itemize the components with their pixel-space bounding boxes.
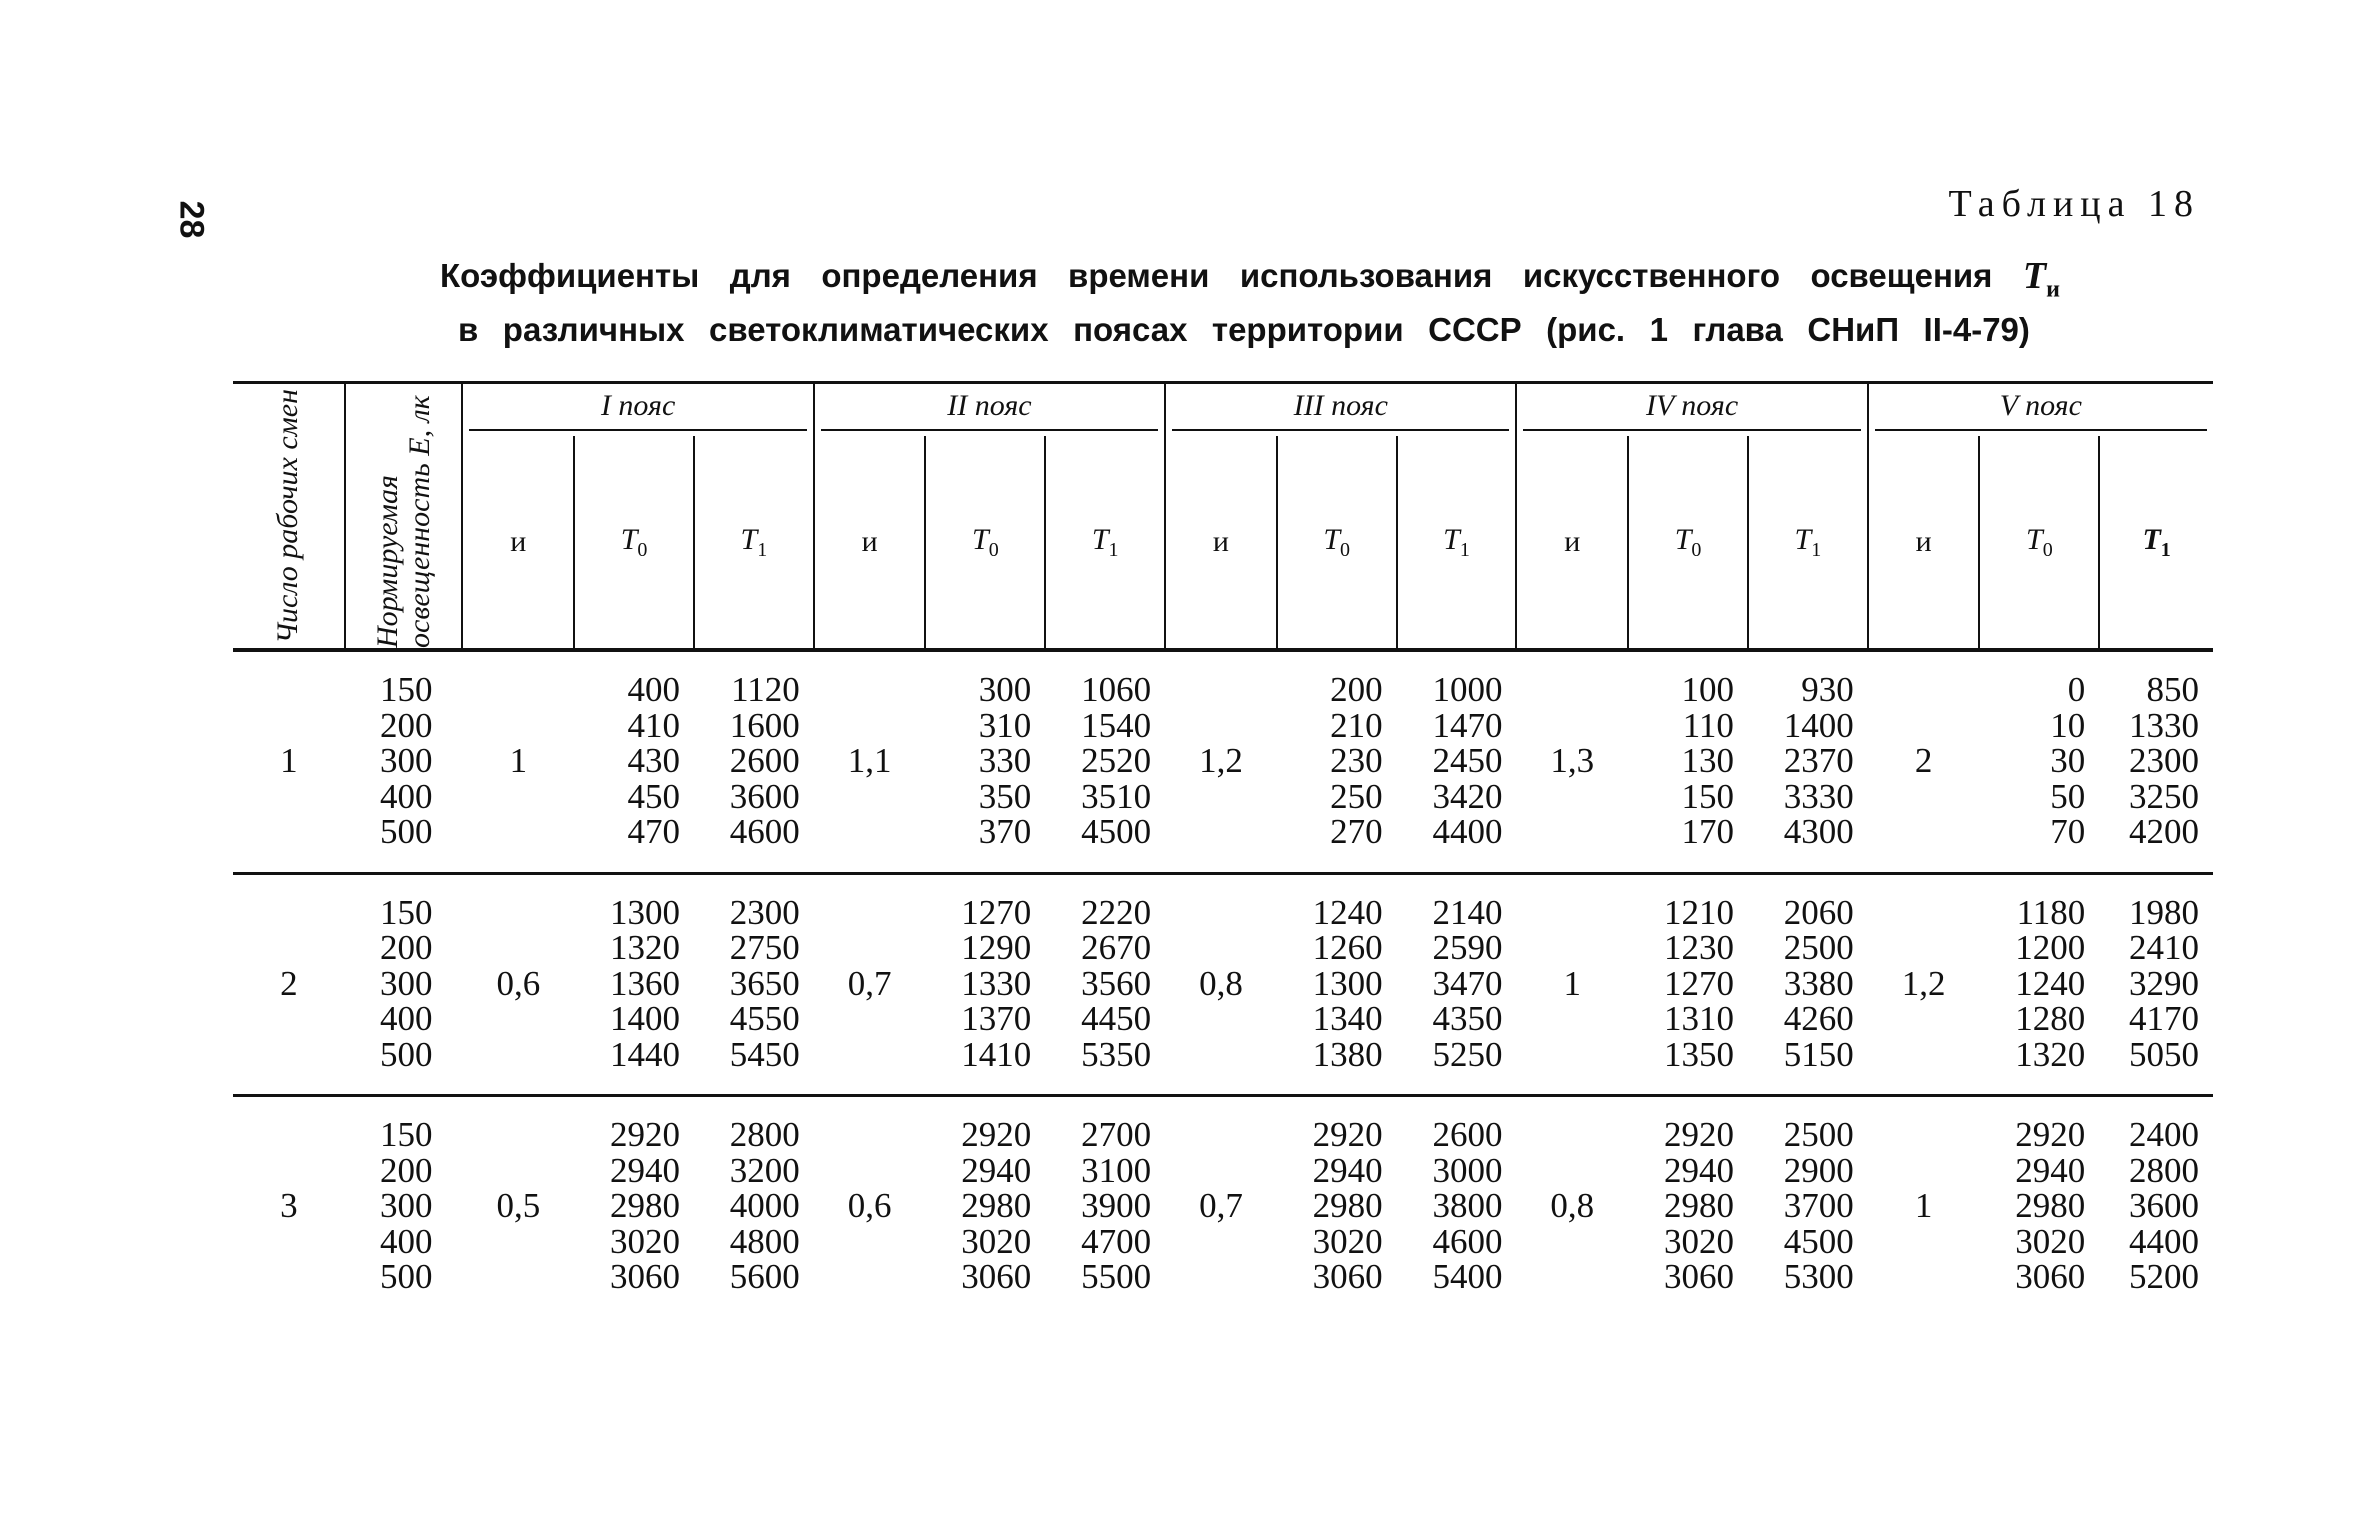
- table-cell-value: 1270: [1663, 963, 1734, 1003]
- table-cell-value: 2800: [2129, 1150, 2199, 1190]
- table-cell-value: 2920: [2015, 1115, 2086, 1154]
- table-cell-value: 2920: [1663, 1115, 1734, 1154]
- table-cell-value: 3250: [2129, 776, 2199, 816]
- coefficient-i-cell: 1: [509, 741, 528, 780]
- table-row: [233, 650, 2213, 873]
- table-cell-value: 1360: [609, 963, 680, 1003]
- table-cell-value: 1000: [1432, 670, 1503, 709]
- value-stack: [694, 1096, 814, 1317]
- column-header-letter: T: [620, 522, 638, 556]
- column-header-t1: [1045, 436, 1165, 650]
- table-label: Таблица 18: [1948, 183, 2200, 225]
- shifts-cell: 1: [280, 741, 298, 780]
- table-cell-value: 4450: [1081, 999, 1152, 1038]
- table-cell-value: 4700: [1081, 1221, 1152, 1261]
- table-cell-value: 400: [627, 670, 680, 709]
- value-stack: [1628, 650, 1748, 873]
- column-header-subscript: 0: [637, 538, 648, 561]
- table-cell-value: 170: [1681, 812, 1734, 851]
- coefficient-i-cell: 1,2: [1868, 873, 1980, 1096]
- zone-header-label: II пояс: [821, 389, 1158, 431]
- value-stack: [1045, 1096, 1165, 1317]
- table-cell-value: 0: [2067, 670, 2086, 709]
- table-cell-value: 4500: [1783, 1221, 1854, 1261]
- table-cell-value: 1340: [1312, 999, 1383, 1038]
- table-cell-value: 4600: [1432, 1221, 1503, 1261]
- table-cell-value: 3510: [1081, 776, 1152, 816]
- zone-header-label: V пояс: [1875, 389, 2207, 431]
- value-stack: [1748, 1096, 1868, 1317]
- table-cell-value: 1320: [2015, 1034, 2086, 1074]
- coefficient-i-cell: 0,5: [462, 1096, 574, 1317]
- column-header-letter: T: [2026, 522, 2043, 556]
- table-row: [233, 1096, 2213, 1317]
- value-stack: [1397, 1096, 1517, 1317]
- table-cell-value: 3900: [1081, 1186, 1152, 1225]
- table-cell-value: 5150: [1783, 1034, 1854, 1074]
- coefficient-i-cell: 1,2: [1199, 741, 1243, 780]
- caption-word: определения: [821, 257, 1038, 294]
- table-cell-value: 2980: [961, 1186, 1032, 1225]
- table-cell-value: 2140: [1432, 892, 1503, 932]
- table-cell-value: 500: [379, 812, 433, 851]
- table-cell-value: 5450: [729, 1034, 800, 1074]
- table-cell-value: 2980: [2015, 1186, 2086, 1225]
- table-cell-value: 2600: [729, 741, 800, 780]
- table-cell-value: 2920: [1312, 1115, 1383, 1154]
- table-cell-value: 3700: [1783, 1186, 1854, 1225]
- caption-word: территории: [1211, 310, 1404, 348]
- value-stack: [1748, 650, 1868, 873]
- caption-word: глава: [1692, 310, 1783, 348]
- table-cell-value: 1300: [609, 892, 680, 932]
- table-cell-value: 3020: [1312, 1221, 1383, 1261]
- value-stack: [1979, 1096, 2099, 1317]
- table-row: [233, 873, 2213, 1096]
- table-cell-value: 270: [1330, 812, 1383, 851]
- table-cell-value: 1060: [1081, 670, 1152, 709]
- table-cell-value: 400: [379, 999, 433, 1038]
- table-cell-value: 10: [2050, 705, 2086, 745]
- table-cell-value: 1540: [1081, 705, 1152, 745]
- table-cell-value: 1280: [2015, 999, 2086, 1038]
- value-stack: [1628, 1096, 1748, 1317]
- table-cell-value: 3800: [1432, 1186, 1503, 1225]
- column-header-t0: [925, 436, 1045, 650]
- table-cell-value: 2940: [609, 1150, 680, 1190]
- table-cell-value: 2670: [1081, 928, 1152, 967]
- caption-word: Коэффициенты: [440, 257, 700, 294]
- table-cell-value: 350: [978, 776, 1032, 816]
- table-cell-value: 3060: [1312, 1257, 1383, 1296]
- table-cell-value: 70: [2050, 812, 2086, 851]
- table-cell-value: 150: [379, 670, 433, 709]
- table-cell-value: 1260: [1312, 928, 1383, 967]
- shifts-header: [233, 383, 345, 651]
- table-cell-value: 1270: [961, 892, 1032, 932]
- value-stack: [1397, 650, 1517, 873]
- table-caption: [440, 256, 2060, 350]
- value-stack: [1277, 873, 1397, 1096]
- table-cell-value: 50: [2050, 776, 2086, 816]
- table-cell-value: 4800: [729, 1221, 800, 1261]
- table-cell-value: 3380: [1783, 963, 1854, 1003]
- column-header-t0: [1277, 436, 1397, 650]
- table-cell-value: 1400: [1783, 705, 1854, 745]
- column-header-letter: T: [1443, 522, 1460, 556]
- value-stack: [1979, 650, 2099, 873]
- table-cell-value: 300: [978, 670, 1032, 709]
- table-cell-value: 2920: [609, 1115, 680, 1154]
- caption-word: (рис.: [1546, 310, 1626, 348]
- table-cell-value: 3600: [729, 776, 800, 816]
- table-cell-value: 200: [1330, 670, 1383, 709]
- coefficient-i-cell: 0,7: [814, 873, 926, 1096]
- table-cell-value: 2750: [729, 928, 800, 967]
- table-cell-value: 5400: [1432, 1257, 1503, 1296]
- shifts-cell: 3: [233, 1096, 345, 1317]
- column-header-i: и: [1165, 436, 1277, 650]
- value-stack: [574, 873, 694, 1096]
- table-cell-value: 5500: [1081, 1257, 1152, 1296]
- table-cell-value: 30: [2050, 741, 2086, 780]
- column-header-t1: [1748, 436, 1868, 650]
- table-cell-value: 3290: [2129, 963, 2199, 1003]
- table-cell-value: 1300: [1312, 963, 1383, 1003]
- caption-word: искусственного: [1522, 257, 1781, 294]
- caption-word: светоклиматических: [709, 310, 1049, 348]
- column-header-subscript: 1: [757, 538, 768, 561]
- value-stack: [574, 650, 694, 873]
- table-cell-value: 1210: [1663, 892, 1734, 932]
- value-stack: [1628, 873, 1748, 1096]
- illuminance-header: [345, 383, 463, 651]
- table-cell-value: 3020: [609, 1221, 680, 1261]
- table-cell-value: 210: [1330, 705, 1383, 745]
- table-cell-value: 2920: [961, 1115, 1032, 1154]
- table-cell-value: 4300: [1783, 812, 1854, 851]
- column-header-subscript: 1: [1108, 538, 1119, 561]
- value-stack: [1397, 873, 1517, 1096]
- table-cell-value: 2940: [1312, 1150, 1383, 1190]
- table-body: [233, 650, 2213, 1317]
- column-header-letter: T: [1323, 522, 1341, 556]
- table-cell-value: 5250: [1432, 1034, 1503, 1074]
- table-cell-value: 3060: [1663, 1257, 1734, 1296]
- caption-symbol-letter: T: [2022, 255, 2047, 297]
- table-cell-value: 1240: [2015, 963, 2086, 1003]
- table-cell-value: 150: [379, 1115, 433, 1154]
- table-cell-value: 3100: [1081, 1150, 1152, 1190]
- column-header-t1: [694, 436, 814, 650]
- column-header-subscript: 0: [1691, 538, 1702, 561]
- table-cell-value: 1440: [609, 1034, 680, 1074]
- column-header-row: [233, 436, 2213, 650]
- table-cell-value: 3470: [1432, 963, 1503, 1003]
- table-cell-value: 1120: [731, 670, 800, 709]
- table-cell-value: 3020: [961, 1221, 1032, 1261]
- table-cell-value: 200: [379, 1150, 433, 1190]
- column-header-letter: T: [2142, 522, 2161, 556]
- table-cell-value: 2300: [729, 892, 800, 932]
- caption-line-2: [440, 310, 2060, 350]
- table-cell-value: 150: [379, 892, 433, 932]
- value-stack: [574, 1096, 694, 1317]
- column-header-t0: [1979, 436, 2099, 650]
- table-cell-value: 850: [2146, 670, 2199, 709]
- column-header-letter: T: [1674, 522, 1692, 556]
- caption-word: поясах: [1073, 310, 1188, 348]
- coefficient-i-cell: 0,6: [462, 873, 574, 1096]
- shifts-header-text: Число рабочих смен: [271, 388, 305, 644]
- column-header-t1: [1397, 436, 1517, 650]
- caption-word: СНиП: [1807, 310, 1900, 348]
- table-cell-value: 5300: [1783, 1257, 1854, 1296]
- table-cell-value: 3200: [729, 1150, 800, 1190]
- table-cell-value: 3060: [961, 1257, 1032, 1296]
- table-cell-value: 2700: [1081, 1115, 1152, 1154]
- zone-header: [1868, 383, 2213, 437]
- value-stack: [1979, 873, 2099, 1096]
- value-stack: [1045, 873, 1165, 1096]
- coefficient-i-cell: 0,6: [814, 1096, 926, 1317]
- caption-word: в: [458, 310, 479, 348]
- table-cell-value: 1330: [961, 963, 1032, 1003]
- table-cell-value: 5050: [2129, 1034, 2199, 1074]
- table-cell-value: 5350: [1081, 1034, 1152, 1074]
- caption-word: освещения: [1810, 257, 1993, 294]
- table-cell-value: 2940: [1663, 1150, 1734, 1190]
- caption-word: различных: [502, 310, 685, 348]
- table-cell-value: 3600: [2129, 1186, 2199, 1225]
- caption-word: использования: [1239, 257, 1493, 294]
- coefficient-i-cell: 2: [1914, 741, 1933, 780]
- table-cell-value: 130: [1681, 741, 1734, 780]
- table-cell-value: 1310: [1663, 999, 1734, 1038]
- table-cell-value: 200: [379, 928, 433, 967]
- table-cell-value: 1380: [1312, 1034, 1383, 1074]
- caption-word: для: [729, 257, 791, 294]
- table-cell-value: 2220: [1081, 892, 1152, 932]
- table-cell-value: 1230: [1663, 928, 1734, 967]
- table-cell-value: 230: [1330, 741, 1383, 780]
- table-cell-value: 370: [978, 812, 1032, 851]
- column-header-subscript: 0: [988, 538, 999, 561]
- table-cell-value: 300: [379, 963, 433, 1003]
- column-header-t0: [574, 436, 694, 650]
- value-stack: [345, 873, 463, 1096]
- table-cell-value: 2980: [1312, 1186, 1383, 1225]
- zone-header-label: III пояс: [1172, 389, 1509, 431]
- table-cell-value: 1240: [1312, 892, 1383, 932]
- value-stack: [2099, 1096, 2213, 1317]
- coefficient-i-cell: 1,3: [1550, 741, 1595, 780]
- table-cell-value: 430: [627, 741, 680, 780]
- table-cell-value: 2940: [2015, 1150, 2086, 1190]
- zone-header-label: IV пояс: [1523, 389, 1860, 431]
- table-cell-value: 2600: [1432, 1115, 1503, 1154]
- column-header-i: и: [1868, 436, 1980, 650]
- value-stack: [925, 873, 1045, 1096]
- table-cell-value: 110: [1682, 705, 1734, 745]
- table-cell-value: 1980: [2129, 892, 2199, 932]
- value-stack: [1045, 650, 1165, 873]
- table-cell-value: 450: [627, 776, 680, 816]
- table-cell-value: 2500: [1783, 928, 1854, 967]
- table-cell-value: 4400: [1432, 812, 1503, 851]
- column-header-t1: [2099, 436, 2213, 650]
- table-cell-value: 200: [379, 705, 433, 745]
- value-stack: [925, 1096, 1045, 1317]
- table-cell-value: 330: [978, 741, 1032, 780]
- column-header-i: и: [1516, 436, 1628, 650]
- shifts-cell: 2: [233, 873, 345, 1096]
- table-cell-value: 2410: [2129, 928, 2199, 967]
- table-cell-value: 400: [379, 776, 433, 816]
- value-stack: [1277, 650, 1397, 873]
- table-cell-value: 4550: [729, 999, 800, 1038]
- caption-symbol: [2023, 256, 2060, 310]
- zone-header: [1516, 383, 1867, 437]
- table-cell-value: 1410: [961, 1034, 1032, 1074]
- illuminance-header-text: Нормируемая освещенность Е, лк: [370, 395, 436, 648]
- column-header-subscript: 0: [2042, 538, 2053, 561]
- zone-header-label: I пояс: [469, 389, 806, 431]
- table-cell-value: 4400: [2129, 1221, 2199, 1261]
- coefficient-i-cell: 1: [1868, 1096, 1980, 1317]
- table-cell-value: 1200: [2015, 928, 2086, 967]
- table-cell-value: 3060: [2015, 1257, 2086, 1296]
- coefficients-table: [233, 381, 2213, 1317]
- table-cell-value: 150: [1681, 776, 1734, 816]
- table-cell-value: 4600: [729, 812, 800, 851]
- zone-header: [814, 383, 1165, 437]
- table-cell-value: 5600: [729, 1257, 800, 1296]
- table-cell-value: 2370: [1783, 741, 1854, 780]
- table-cell-value: 500: [379, 1034, 433, 1074]
- coefficient-i-cell: 0,8: [1165, 873, 1277, 1096]
- zone-header: [462, 383, 813, 437]
- caption-line-1: [440, 256, 2060, 310]
- table-cell-value: 400: [379, 1221, 433, 1261]
- value-stack: [1748, 873, 1868, 1096]
- page-number: 28: [172, 200, 211, 239]
- table-cell-value: 4200: [2129, 812, 2199, 851]
- table-cell-value: 3020: [2015, 1221, 2086, 1261]
- table-cell-value: 500: [379, 1257, 433, 1296]
- column-header-letter: T: [1091, 522, 1109, 556]
- table-cell-value: 2400: [2129, 1115, 2199, 1154]
- caption-word: II-4-79): [1923, 310, 2030, 348]
- coefficient-i-cell: 0,8: [1516, 1096, 1628, 1317]
- table-cell-value: 1180: [2016, 892, 2086, 932]
- value-stack: [694, 873, 814, 1096]
- value-stack: [345, 1096, 463, 1317]
- value-stack: [1277, 1096, 1397, 1317]
- caption-word: времени: [1068, 257, 1210, 294]
- table-cell-value: 410: [627, 705, 680, 745]
- zone-header-row: [233, 383, 2213, 437]
- table-cell-value: 300: [379, 741, 433, 780]
- table-cell-value: 3330: [1783, 776, 1854, 816]
- coefficient-i-cell: 1,1: [847, 741, 892, 780]
- table-cell-value: 2300: [2129, 741, 2199, 780]
- table-cell-value: 4350: [1432, 999, 1503, 1038]
- caption-word: 1: [1649, 310, 1668, 348]
- table-cell-value: 1330: [2129, 705, 2199, 745]
- value-stack: [694, 650, 814, 873]
- table-cell-value: 2940: [961, 1150, 1032, 1190]
- table-cell-value: 2800: [729, 1115, 800, 1154]
- table-cell-value: 4500: [1081, 812, 1152, 851]
- column-header-letter: T: [972, 522, 989, 556]
- table-cell-value: 1400: [609, 999, 680, 1038]
- table-cell-value: 310: [978, 705, 1032, 745]
- table-cell-value: 3650: [729, 963, 800, 1003]
- table-cell-value: 2980: [609, 1186, 680, 1225]
- caption-symbol-subscript: и: [2046, 276, 2060, 303]
- value-stack: [925, 650, 1045, 873]
- table-cell-value: 3020: [1663, 1221, 1734, 1261]
- table-cell-value: 100: [1681, 670, 1734, 709]
- table-cell-value: 2500: [1783, 1115, 1854, 1154]
- table-cell-value: 1350: [1663, 1034, 1734, 1074]
- column-header-subscript: 1: [1811, 538, 1822, 561]
- table-cell-value: 1320: [609, 928, 680, 967]
- column-header-i: и: [462, 436, 574, 650]
- table-cell-value: 300: [379, 1186, 433, 1225]
- table-cell-value: 3560: [1081, 963, 1152, 1003]
- table-cell-value: 4170: [2129, 999, 2199, 1038]
- table-cell-value: 4260: [1783, 999, 1854, 1038]
- value-stack: [2099, 650, 2213, 873]
- table-cell-value: 3000: [1432, 1150, 1503, 1190]
- coefficient-i-cell: 1: [1516, 873, 1628, 1096]
- column-header-letter: T: [740, 522, 758, 556]
- column-header-t0: [1628, 436, 1748, 650]
- column-header-subscript: 1: [2160, 538, 2171, 561]
- table-cell-value: 2900: [1783, 1150, 1854, 1190]
- coefficient-i-cell: 0,7: [1165, 1096, 1277, 1317]
- table-cell-value: 1290: [961, 928, 1032, 967]
- table-cell-value: 2980: [1663, 1186, 1734, 1225]
- table-cell-value: 4000: [729, 1186, 800, 1225]
- table-cell-value: 2450: [1432, 741, 1503, 780]
- value-stack: [2099, 873, 2213, 1096]
- table-cell-value: 1370: [961, 999, 1032, 1038]
- table-cell-value: 5200: [2129, 1257, 2199, 1296]
- zone-header: [1165, 383, 1516, 437]
- table-cell-value: 470: [627, 812, 680, 851]
- column-header-subscript: 0: [1340, 538, 1351, 561]
- column-header-letter: T: [1794, 522, 1812, 556]
- table-cell-value: 3060: [609, 1257, 680, 1296]
- column-header-subscript: 1: [1459, 538, 1470, 561]
- caption-word: СССР: [1428, 310, 1522, 348]
- table-cell-value: 3420: [1432, 776, 1503, 816]
- table-cell-value: 1600: [729, 705, 800, 745]
- table-cell-value: 930: [1801, 670, 1854, 709]
- table-cell-value: 1470: [1432, 705, 1503, 745]
- table-cell-value: 250: [1330, 776, 1383, 816]
- value-stack: [345, 650, 463, 873]
- table-cell-value: 2060: [1783, 892, 1854, 932]
- table-cell-value: 2590: [1432, 928, 1503, 967]
- table-cell-value: 2520: [1081, 741, 1152, 780]
- column-header-i: и: [814, 436, 926, 650]
